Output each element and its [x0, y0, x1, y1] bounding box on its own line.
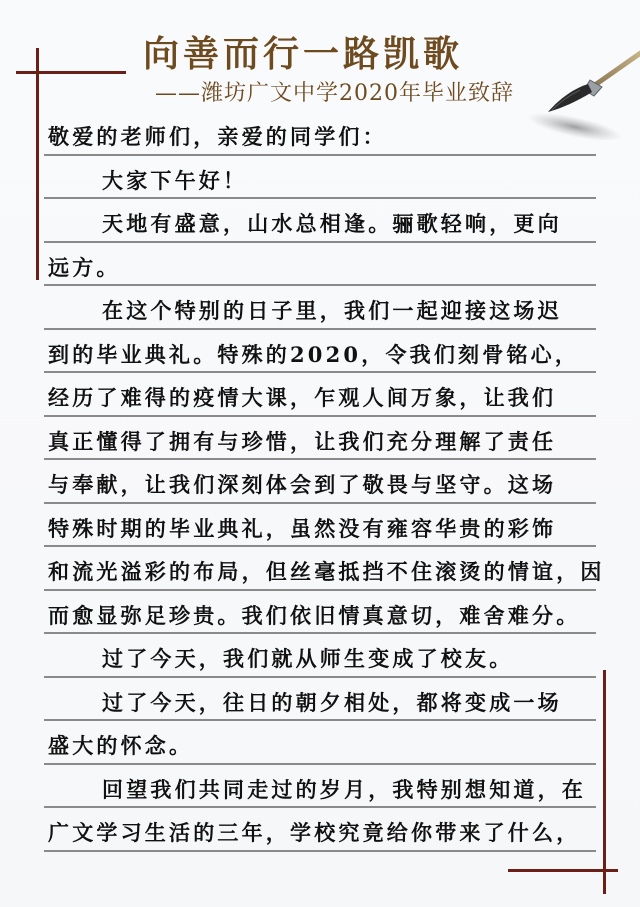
text-line: 特殊时期的毕业典礼，虽然没有雍容华贵的彩饰 — [44, 504, 596, 548]
text-line: 天地有盛意，山水总相逢。骊歌轻响，更向 — [44, 199, 596, 243]
text-line: 广文学习生活的三年，学校究竟给你带来了什么， — [44, 808, 596, 852]
text-line: 过了今天，我们就从师生变成了校友。 — [44, 634, 596, 678]
text-line: 盛大的怀念。 — [44, 721, 596, 765]
text-line: 过了今天，往日的朝夕相处，都将变成一场 — [44, 678, 596, 722]
text-line: 而愈显弥足珍贵。我们依旧情真意切，难舍难分。 — [44, 591, 596, 635]
frame-line-bottom-right-vertical — [603, 670, 606, 894]
text-line: 与奉献，让我们深刻体会到了敬畏与坚守。这场 — [44, 460, 596, 504]
page-subtitle: ——潍坊广文中学2020年毕业致辞 — [155, 81, 514, 106]
text-line: 大家下午好！ — [44, 156, 596, 200]
text-line: 回望我们共同走过的岁月，我特别想知道，在 — [44, 765, 596, 809]
text-line: 和流光溢彩的布局，但丝毫抵挡不住滚烫的情谊，因 — [44, 547, 596, 591]
frame-line-top-left-horizontal — [16, 71, 126, 74]
text-line: 真正懂得了拥有与珍惜，让我们充分理解了责任 — [44, 417, 596, 461]
frame-line-bottom-right-horizontal — [508, 869, 618, 872]
page-title: 向善而行一路凯歌 — [143, 33, 464, 75]
text-line: 在这个特别的日子里，我们一起迎接这场迟 — [44, 286, 596, 330]
text-line: 远方。 — [44, 243, 596, 287]
text-line: 到的毕业典礼。特殊的2020，令我们刻骨铭心， — [44, 330, 596, 374]
text-line-salutation: 敬爱的老师们，亲爱的同学们： — [44, 112, 596, 156]
ruled-text-body — [44, 112, 605, 852]
text-line: 经历了难得的疫情大课，乍观人间万象，让我们 — [44, 373, 596, 417]
frame-line-top-left-vertical — [36, 48, 39, 280]
